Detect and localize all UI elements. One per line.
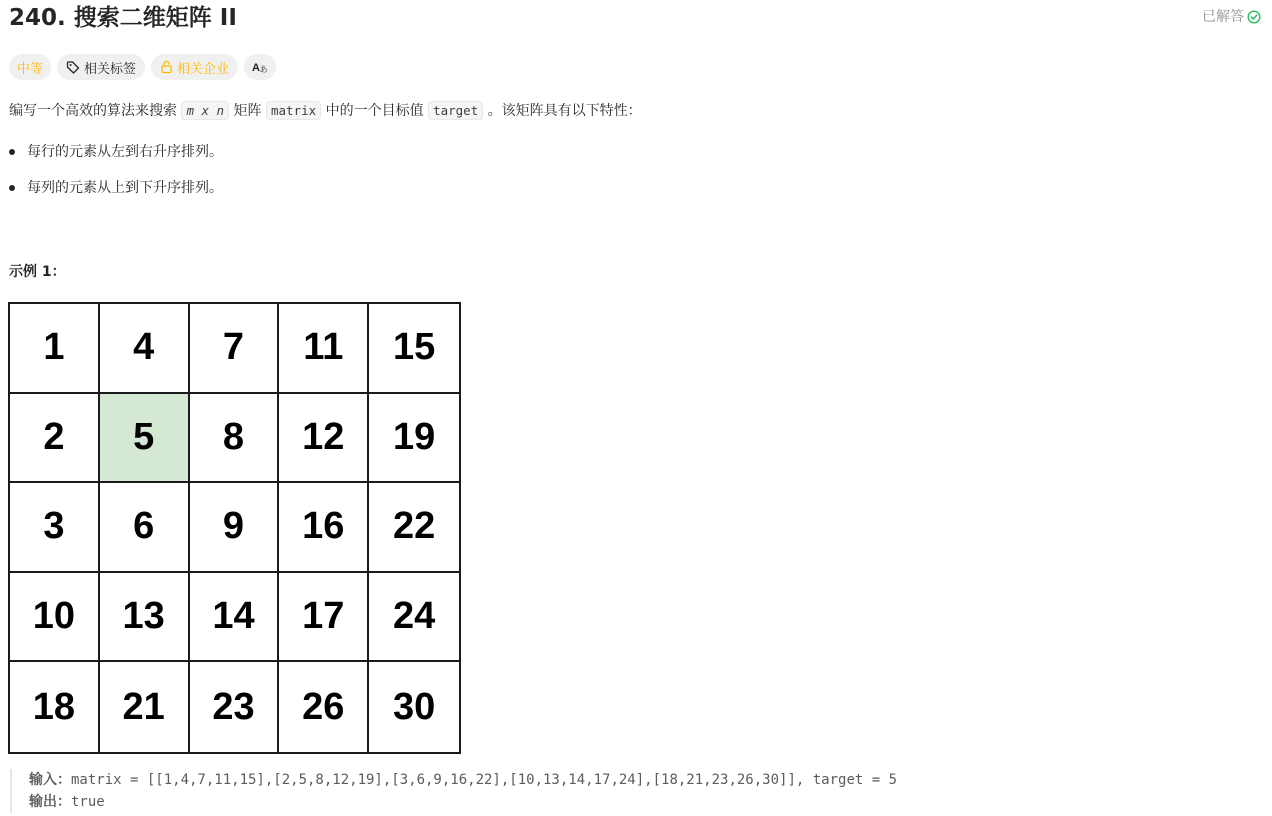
output-value: true: [71, 794, 105, 810]
matrix-cell: 23: [190, 662, 280, 752]
matrix-cell: 26: [279, 662, 369, 752]
matrix-cell: 21: [100, 662, 190, 752]
svg-text:A: A: [252, 62, 260, 74]
problem-title: 240. 搜索二维矩阵 II: [9, 5, 237, 31]
matrix-cell: 6: [100, 483, 190, 573]
description-text: 矩阵: [229, 103, 266, 119]
example-io-block: [10, 769, 897, 813]
matrix-cell: 15: [369, 304, 459, 394]
example-matrix-image: [8, 302, 461, 754]
matrix-cell: 12: [279, 394, 369, 484]
matrix-cell: 3: [10, 483, 100, 573]
svg-text:あ: あ: [259, 65, 268, 74]
properties-list: [9, 141, 223, 213]
related-tags-button[interactable]: [57, 54, 145, 80]
code-mxn: m x n: [181, 101, 229, 120]
input-value: matrix = [[1,4,7,11,15],[2,5,8,12,19],[3,6,9,16,22],[10,13,14,17,24],[18,21,23,26,30]], target = 5: [71, 772, 898, 788]
problem-description: [9, 99, 642, 123]
code-target: target: [428, 101, 483, 120]
solved-label: 已解答: [1202, 9, 1244, 25]
matrix-cell: 24: [369, 573, 459, 663]
related-companies-label: 相关企业: [177, 61, 230, 77]
check-circle-icon: [1247, 10, 1261, 24]
lock-icon: [160, 60, 173, 74]
related-tags-label: 相关标签: [84, 61, 137, 77]
matrix-cell: 9: [190, 483, 280, 573]
matrix-cell: 30: [392, 685, 436, 728]
description-text: 。该矩阵具有以下特性：: [483, 103, 642, 119]
related-companies-button[interactable]: [151, 54, 238, 80]
example-title: 示例 1：: [9, 264, 66, 280]
matrix-cell: 8: [190, 394, 280, 484]
output-line: [29, 791, 897, 813]
description-text: 编写一个高效的算法来搜索: [9, 103, 182, 119]
matrix-cell: 10: [10, 573, 100, 663]
translate-button[interactable]: [244, 54, 276, 80]
output-label: 输出：: [29, 794, 71, 810]
list-item: 每行的元素从左到右升序排列。: [9, 141, 223, 163]
matrix-cell: 17: [279, 573, 369, 663]
matrix-cell: 14: [190, 573, 280, 663]
input-label: 输入：: [29, 772, 71, 788]
list-item: 每列的元素从上到下升序排列。: [9, 177, 223, 199]
matrix-cell: 19: [369, 394, 459, 484]
matrix-cell: 5: [100, 394, 190, 484]
description-text: 中的一个目标值: [321, 103, 429, 119]
code-matrix: matrix: [266, 101, 321, 120]
matrix-cell: 1: [10, 304, 100, 394]
matrix-cell: 16: [279, 483, 369, 573]
translate-icon: [252, 60, 268, 74]
matrix-cell: 4: [100, 304, 190, 394]
tag-bar: [9, 54, 276, 80]
matrix-cell: 2: [10, 394, 100, 484]
solved-status: [1202, 7, 1261, 27]
matrix-cell: 18: [10, 662, 100, 752]
difficulty-label: 中等: [17, 61, 44, 77]
matrix-cell: 13: [100, 573, 190, 663]
difficulty-badge: [9, 54, 51, 80]
matrix-cell: 22: [369, 483, 459, 573]
tag-icon: [66, 60, 80, 74]
input-line: [29, 769, 897, 791]
matrix-cell: 11: [279, 304, 369, 394]
matrix-cell: 7: [190, 304, 280, 394]
